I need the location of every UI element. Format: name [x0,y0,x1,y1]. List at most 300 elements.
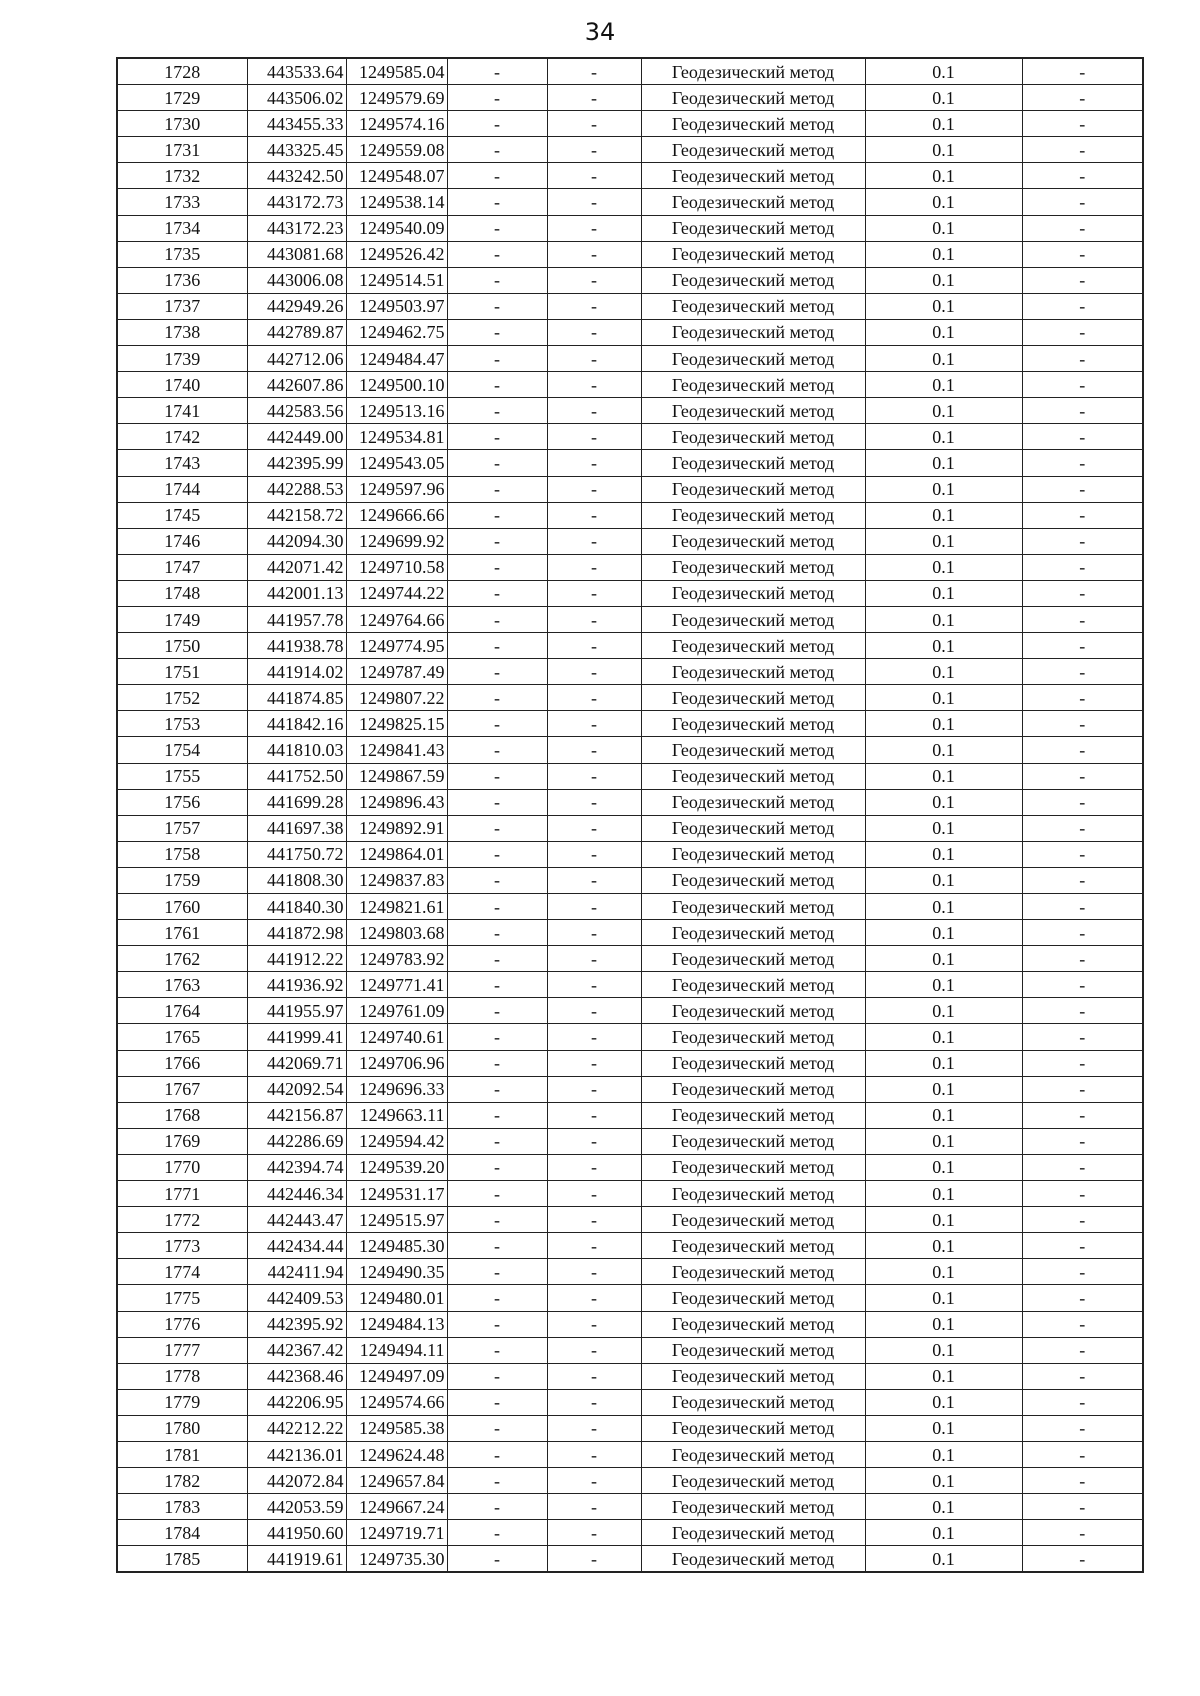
empty-value-cell: - [1022,1311,1143,1337]
x-coordinate-cell: 442094.30 [247,528,346,554]
empty-value-cell: - [447,137,547,163]
empty-value-cell: - [447,1154,547,1180]
method-cell: Геодезический метод [641,789,865,815]
method-cell: Геодезический метод [641,346,865,372]
empty-value-cell: - [1022,1363,1143,1389]
empty-value-cell: - [547,763,641,789]
point-number-cell: 1739 [117,346,247,372]
x-coordinate-cell: 443006.08 [247,267,346,293]
table-row [117,711,1143,737]
point-number-cell: 1761 [117,920,247,946]
table-row [117,659,1143,685]
method-cell: Геодезический метод [641,1389,865,1415]
table-row [117,763,1143,789]
point-number-cell: 1766 [117,1050,247,1076]
accuracy-cell: 0.1 [865,1076,1022,1102]
method-cell: Геодезический метод [641,763,865,789]
method-cell: Геодезический метод [641,1050,865,1076]
empty-value-cell: - [547,1259,641,1285]
accuracy-cell: 0.1 [865,1285,1022,1311]
empty-value-cell: - [547,972,641,998]
x-coordinate-cell: 442286.69 [247,1128,346,1154]
empty-value-cell: - [547,1050,641,1076]
empty-value-cell: - [547,737,641,763]
x-coordinate-cell: 441912.22 [247,946,346,972]
page-number: 34 [584,18,616,46]
y-coordinate-cell: 1249867.59 [346,763,447,789]
table-row [117,841,1143,867]
empty-value-cell: - [547,111,641,137]
method-cell: Геодезический метод [641,659,865,685]
point-number-cell: 1765 [117,1024,247,1050]
x-coordinate-cell: 442583.56 [247,398,346,424]
empty-value-cell: - [547,1441,641,1467]
y-coordinate-cell: 1249574.66 [346,1389,447,1415]
empty-value-cell: - [447,894,547,920]
empty-value-cell: - [547,189,641,215]
empty-value-cell: - [1022,163,1143,189]
method-cell: Геодезический метод [641,867,865,893]
x-coordinate-cell: 443242.50 [247,163,346,189]
table-row [117,867,1143,893]
point-number-cell: 1757 [117,815,247,841]
point-number-cell: 1762 [117,946,247,972]
empty-value-cell: - [547,319,641,345]
empty-value-cell: - [1022,476,1143,502]
method-cell: Геодезический метод [641,633,865,659]
empty-value-cell: - [447,293,547,319]
y-coordinate-cell: 1249771.41 [346,972,447,998]
table-row [117,685,1143,711]
empty-value-cell: - [547,476,641,502]
empty-value-cell: - [547,502,641,528]
x-coordinate-cell: 442446.34 [247,1181,346,1207]
empty-value-cell: - [1022,1207,1143,1233]
accuracy-cell: 0.1 [865,685,1022,711]
x-coordinate-cell: 441750.72 [247,841,346,867]
y-coordinate-cell: 1249706.96 [346,1050,447,1076]
x-coordinate-cell: 442158.72 [247,502,346,528]
accuracy-cell: 0.1 [865,319,1022,345]
x-coordinate-cell: 441955.97 [247,998,346,1024]
x-coordinate-cell: 442789.87 [247,319,346,345]
table-row [117,1363,1143,1389]
empty-value-cell: - [447,711,547,737]
table-row [117,894,1143,920]
y-coordinate-cell: 1249594.42 [346,1128,447,1154]
empty-value-cell: - [1022,1259,1143,1285]
x-coordinate-cell: 442072.84 [247,1468,346,1494]
empty-value-cell: - [447,450,547,476]
empty-value-cell: - [447,163,547,189]
accuracy-cell: 0.1 [865,815,1022,841]
empty-value-cell: - [447,319,547,345]
empty-value-cell: - [1022,1285,1143,1311]
empty-value-cell: - [547,1076,641,1102]
empty-value-cell: - [447,946,547,972]
accuracy-cell: 0.1 [865,1546,1022,1573]
point-number-cell: 1778 [117,1363,247,1389]
accuracy-cell: 0.1 [865,633,1022,659]
method-cell: Геодезический метод [641,841,865,867]
table-row [117,1546,1143,1573]
accuracy-cell: 0.1 [865,867,1022,893]
method-cell: Геодезический метод [641,267,865,293]
empty-value-cell: - [1022,946,1143,972]
y-coordinate-cell: 1249585.04 [346,58,447,85]
table-row [117,476,1143,502]
y-coordinate-cell: 1249764.66 [346,606,447,632]
accuracy-cell: 0.1 [865,920,1022,946]
y-coordinate-cell: 1249597.96 [346,476,447,502]
y-coordinate-cell: 1249803.68 [346,920,447,946]
x-coordinate-cell: 441999.41 [247,1024,346,1050]
table-body [117,58,1143,1572]
empty-value-cell: - [547,815,641,841]
method-cell: Геодезический метод [641,1207,865,1233]
table-row [117,1181,1143,1207]
method-cell: Геодезический метод [641,241,865,267]
accuracy-cell: 0.1 [865,763,1022,789]
point-number-cell: 1780 [117,1415,247,1441]
point-number-cell: 1764 [117,998,247,1024]
empty-value-cell: - [1022,528,1143,554]
empty-value-cell: - [547,1128,641,1154]
method-cell: Геодезический метод [641,920,865,946]
empty-value-cell: - [447,1468,547,1494]
empty-value-cell: - [1022,502,1143,528]
empty-value-cell: - [1022,1337,1143,1363]
y-coordinate-cell: 1249538.14 [346,189,447,215]
x-coordinate-cell: 441950.60 [247,1520,346,1546]
table-row [117,450,1143,476]
empty-value-cell: - [447,685,547,711]
table-row [117,1233,1143,1259]
y-coordinate-cell: 1249657.84 [346,1468,447,1494]
point-number-cell: 1768 [117,1102,247,1128]
empty-value-cell: - [547,528,641,554]
coordinates-table [116,57,1144,1573]
point-number-cell: 1742 [117,424,247,450]
accuracy-cell: 0.1 [865,1311,1022,1337]
empty-value-cell: - [547,1311,641,1337]
x-coordinate-cell: 443172.23 [247,215,346,241]
method-cell: Геодезический метод [641,1311,865,1337]
empty-value-cell: - [447,502,547,528]
table-row [117,1494,1143,1520]
y-coordinate-cell: 1249787.49 [346,659,447,685]
empty-value-cell: - [1022,659,1143,685]
empty-value-cell: - [447,659,547,685]
y-coordinate-cell: 1249783.92 [346,946,447,972]
point-number-cell: 1733 [117,189,247,215]
method-cell: Геодезический метод [641,1285,865,1311]
empty-value-cell: - [1022,1050,1143,1076]
y-coordinate-cell: 1249841.43 [346,737,447,763]
point-number-cell: 1740 [117,372,247,398]
empty-value-cell: - [547,554,641,580]
point-number-cell: 1754 [117,737,247,763]
point-number-cell: 1752 [117,685,247,711]
y-coordinate-cell: 1249585.38 [346,1415,447,1441]
accuracy-cell: 0.1 [865,1389,1022,1415]
empty-value-cell: - [447,1415,547,1441]
empty-value-cell: - [447,1076,547,1102]
accuracy-cell: 0.1 [865,554,1022,580]
x-coordinate-cell: 441752.50 [247,763,346,789]
x-coordinate-cell: 442071.42 [247,554,346,580]
empty-value-cell: - [447,424,547,450]
empty-value-cell: - [447,867,547,893]
table-row [117,737,1143,763]
point-number-cell: 1777 [117,1337,247,1363]
empty-value-cell: - [547,346,641,372]
empty-value-cell: - [547,920,641,946]
empty-value-cell: - [447,241,547,267]
empty-value-cell: - [1022,972,1143,998]
x-coordinate-cell: 443455.33 [247,111,346,137]
empty-value-cell: - [1022,215,1143,241]
x-coordinate-cell: 442409.53 [247,1285,346,1311]
y-coordinate-cell: 1249490.35 [346,1259,447,1285]
point-number-cell: 1748 [117,580,247,606]
table-row [117,1415,1143,1441]
empty-value-cell: - [1022,841,1143,867]
point-number-cell: 1743 [117,450,247,476]
empty-value-cell: - [447,528,547,554]
point-number-cell: 1741 [117,398,247,424]
empty-value-cell: - [1022,346,1143,372]
accuracy-cell: 0.1 [865,58,1022,85]
x-coordinate-cell: 442367.42 [247,1337,346,1363]
empty-value-cell: - [1022,1468,1143,1494]
point-number-cell: 1732 [117,163,247,189]
empty-value-cell: - [547,267,641,293]
empty-value-cell: - [1022,189,1143,215]
accuracy-cell: 0.1 [865,528,1022,554]
y-coordinate-cell: 1249543.05 [346,450,447,476]
empty-value-cell: - [547,1389,641,1415]
table-row [117,215,1143,241]
table-row [117,1468,1143,1494]
method-cell: Геодезический метод [641,293,865,319]
point-number-cell: 1729 [117,85,247,111]
table-row [117,1154,1143,1180]
point-number-cell: 1774 [117,1259,247,1285]
empty-value-cell: - [547,1520,641,1546]
y-coordinate-cell: 1249710.58 [346,554,447,580]
point-number-cell: 1772 [117,1207,247,1233]
y-coordinate-cell: 1249663.11 [346,1102,447,1128]
method-cell: Геодезический метод [641,711,865,737]
empty-value-cell: - [547,633,641,659]
empty-value-cell: - [1022,763,1143,789]
x-coordinate-cell: 443325.45 [247,137,346,163]
table-row [117,1441,1143,1467]
empty-value-cell: - [547,867,641,893]
x-coordinate-cell: 443533.64 [247,58,346,85]
method-cell: Геодезический метод [641,894,865,920]
accuracy-cell: 0.1 [865,1233,1022,1259]
empty-value-cell: - [1022,1389,1143,1415]
table-row [117,1520,1143,1546]
point-number-cell: 1737 [117,293,247,319]
accuracy-cell: 0.1 [865,293,1022,319]
empty-value-cell: - [547,685,641,711]
empty-value-cell: - [447,1102,547,1128]
x-coordinate-cell: 442206.95 [247,1389,346,1415]
y-coordinate-cell: 1249484.47 [346,346,447,372]
y-coordinate-cell: 1249825.15 [346,711,447,737]
method-cell: Геодезический метод [641,580,865,606]
empty-value-cell: - [1022,894,1143,920]
accuracy-cell: 0.1 [865,476,1022,502]
y-coordinate-cell: 1249548.07 [346,163,447,189]
x-coordinate-cell: 441842.16 [247,711,346,737]
point-number-cell: 1767 [117,1076,247,1102]
point-number-cell: 1760 [117,894,247,920]
point-number-cell: 1728 [117,58,247,85]
accuracy-cell: 0.1 [865,841,1022,867]
point-number-cell: 1770 [117,1154,247,1180]
empty-value-cell: - [1022,554,1143,580]
method-cell: Геодезический метод [641,946,865,972]
empty-value-cell: - [1022,1102,1143,1128]
method-cell: Геодезический метод [641,1441,865,1467]
method-cell: Геодезический метод [641,1102,865,1128]
point-number-cell: 1735 [117,241,247,267]
method-cell: Геодезический метод [641,685,865,711]
accuracy-cell: 0.1 [865,1520,1022,1546]
empty-value-cell: - [547,1024,641,1050]
empty-value-cell: - [447,346,547,372]
method-cell: Геодезический метод [641,450,865,476]
method-cell: Геодезический метод [641,424,865,450]
table-row [117,1050,1143,1076]
point-number-cell: 1776 [117,1311,247,1337]
accuracy-cell: 0.1 [865,1363,1022,1389]
x-coordinate-cell: 442395.99 [247,450,346,476]
table-row [117,163,1143,189]
table-row [117,920,1143,946]
y-coordinate-cell: 1249526.42 [346,241,447,267]
accuracy-cell: 0.1 [865,1154,1022,1180]
x-coordinate-cell: 442443.47 [247,1207,346,1233]
empty-value-cell: - [447,1520,547,1546]
accuracy-cell: 0.1 [865,1207,1022,1233]
point-number-cell: 1773 [117,1233,247,1259]
accuracy-cell: 0.1 [865,972,1022,998]
method-cell: Геодезический метод [641,1337,865,1363]
table-row [117,1128,1143,1154]
empty-value-cell: - [547,946,641,972]
empty-value-cell: - [447,1389,547,1415]
accuracy-cell: 0.1 [865,1415,1022,1441]
empty-value-cell: - [1022,1024,1143,1050]
table-row [117,293,1143,319]
empty-value-cell: - [1022,450,1143,476]
empty-value-cell: - [547,137,641,163]
point-number-cell: 1751 [117,659,247,685]
empty-value-cell: - [1022,580,1143,606]
method-cell: Геодезический метод [641,998,865,1024]
y-coordinate-cell: 1249744.22 [346,580,447,606]
point-number-cell: 1758 [117,841,247,867]
x-coordinate-cell: 442288.53 [247,476,346,502]
table-row [117,528,1143,554]
x-coordinate-cell: 443081.68 [247,241,346,267]
accuracy-cell: 0.1 [865,398,1022,424]
empty-value-cell: - [447,476,547,502]
x-coordinate-cell: 442156.87 [247,1102,346,1128]
accuracy-cell: 0.1 [865,1494,1022,1520]
table-row [117,502,1143,528]
point-number-cell: 1753 [117,711,247,737]
empty-value-cell: - [447,398,547,424]
table-row [117,424,1143,450]
method-cell: Геодезический метод [641,1076,865,1102]
y-coordinate-cell: 1249774.95 [346,633,447,659]
y-coordinate-cell: 1249484.13 [346,1311,447,1337]
y-coordinate-cell: 1249531.17 [346,1181,447,1207]
empty-value-cell: - [547,1285,641,1311]
y-coordinate-cell: 1249699.92 [346,528,447,554]
point-number-cell: 1730 [117,111,247,137]
empty-value-cell: - [447,1259,547,1285]
empty-value-cell: - [447,1363,547,1389]
method-cell: Геодезический метод [641,737,865,763]
empty-value-cell: - [1022,1076,1143,1102]
y-coordinate-cell: 1249503.97 [346,293,447,319]
table-row [117,1337,1143,1363]
y-coordinate-cell: 1249896.43 [346,789,447,815]
point-number-cell: 1783 [117,1494,247,1520]
accuracy-cell: 0.1 [865,1259,1022,1285]
x-coordinate-cell: 442449.00 [247,424,346,450]
empty-value-cell: - [1022,606,1143,632]
y-coordinate-cell: 1249740.61 [346,1024,447,1050]
method-cell: Геодезический метод [641,606,865,632]
point-number-cell: 1734 [117,215,247,241]
empty-value-cell: - [547,293,641,319]
accuracy-cell: 0.1 [865,711,1022,737]
accuracy-cell: 0.1 [865,1337,1022,1363]
point-number-cell: 1745 [117,502,247,528]
y-coordinate-cell: 1249500.10 [346,372,447,398]
table-row [117,1311,1143,1337]
x-coordinate-cell: 441936.92 [247,972,346,998]
empty-value-cell: - [447,1128,547,1154]
accuracy-cell: 0.1 [865,659,1022,685]
y-coordinate-cell: 1249540.09 [346,215,447,241]
method-cell: Геодезический метод [641,163,865,189]
empty-value-cell: - [447,633,547,659]
empty-value-cell: - [1022,137,1143,163]
table-row [117,1076,1143,1102]
method-cell: Геодезический метод [641,528,865,554]
method-cell: Геодезический метод [641,85,865,111]
empty-value-cell: - [1022,711,1143,737]
x-coordinate-cell: 443172.73 [247,189,346,215]
y-coordinate-cell: 1249579.69 [346,85,447,111]
empty-value-cell: - [447,841,547,867]
empty-value-cell: - [547,372,641,398]
accuracy-cell: 0.1 [865,1050,1022,1076]
empty-value-cell: - [447,1311,547,1337]
method-cell: Геодезический метод [641,554,865,580]
accuracy-cell: 0.1 [865,85,1022,111]
table-row [117,372,1143,398]
